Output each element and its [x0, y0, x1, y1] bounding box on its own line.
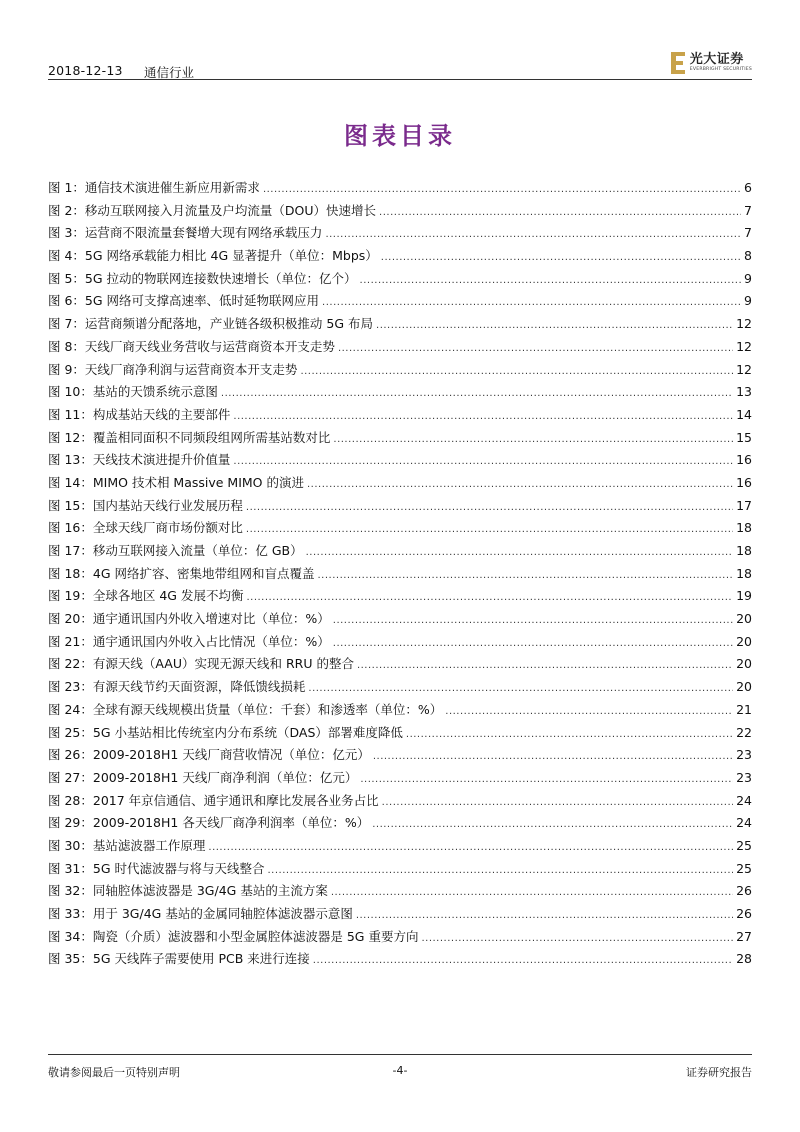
toc-entry[interactable]: [48, 767, 752, 790]
toc-entry-page: 27: [736, 928, 752, 944]
toc-leader-dots: [406, 722, 733, 747]
toc-leader-dots: [325, 222, 741, 247]
toc-entry-page: 20: [736, 656, 752, 672]
toc-leader-dots: [382, 790, 733, 815]
toc-entry-page: 23: [736, 747, 752, 763]
toc-entry-label: 图 33：用于 3G/4G 基站的金属同轴腔体滤波器示意图: [48, 906, 353, 921]
toc-entry-page: 24: [736, 792, 752, 808]
toc-leader-dots: [246, 495, 733, 520]
toc-entry[interactable]: [48, 858, 752, 881]
toc-entry[interactable]: [48, 790, 752, 813]
toc-entry-page: 21: [736, 701, 752, 717]
toc-entry-page: 18: [736, 565, 752, 581]
toc-entry-label: 图 1：通信技术演进催生新应用新需求: [48, 180, 260, 195]
toc-entry-label: 图 22：有源天线（AAU）实现无源天线和 RRU 的整合: [48, 656, 354, 672]
toc-entry-page: 9: [744, 270, 752, 286]
toc-entry-label: 图 8：天线厂商天线业务营收与运营商资本开支走势: [48, 338, 335, 354]
toc-entry-page: 18: [736, 520, 752, 536]
toc-entry[interactable]: [48, 268, 752, 291]
toc-entry[interactable]: [48, 427, 752, 450]
toc-entry-label: 图 12：覆盖相同面积不同频段组网所需基站数对比: [48, 429, 331, 445]
toc-entry[interactable]: [48, 313, 752, 336]
header-rule: [48, 79, 752, 80]
toc-leader-dots: [421, 926, 733, 951]
toc-entry-page: 15: [736, 429, 752, 445]
toc-entry[interactable]: [48, 880, 752, 903]
toc-entry-label: 图 19：全球各地区 4G 发展不均衡: [48, 588, 244, 604]
toc-entry-page: 20: [736, 611, 752, 627]
toc-entry-label: 图 7：运营商频谱分配落地，产业链各级积极推动 5G 布局: [48, 316, 374, 332]
toc-entry-page: 25: [736, 837, 752, 853]
toc-leader-dots: [360, 268, 742, 293]
toc-entry-page: 19: [736, 588, 752, 604]
toc-entry-label: 图 5：5G 拉动的物联网连接数快速增长（单位：亿个）: [48, 270, 357, 286]
toc-entry-label: 图 29：2009-2018H1 各天线厂商净利润率（单位：%）: [48, 815, 370, 831]
industry-label: 通信行业: [144, 65, 195, 80]
toc-entry-page: 18: [736, 543, 752, 558]
toc-entry-page: 26: [736, 906, 752, 921]
toc-entry[interactable]: [48, 336, 752, 359]
page-title: 图表目录: [344, 121, 456, 150]
toc-entry-label: 图 3：运营商不限流量套餐增大现有网络承载压力: [48, 225, 323, 241]
toc-entry[interactable]: [48, 495, 752, 518]
toc-entry-label: 图 13：天线技术演进提升价值量: [48, 452, 231, 468]
toc-entry-label: 图 10：基站的天馈系统示意图: [48, 384, 218, 400]
toc-entry-page: 13: [736, 384, 752, 400]
toc-entry-page: 22: [736, 724, 752, 740]
toc-entry[interactable]: [48, 744, 752, 767]
toc-entry-label: 图 15：国内基站天线行业发展历程: [48, 497, 243, 513]
toc-leader-dots: [263, 177, 741, 202]
toc-entry-page: 16: [736, 474, 752, 490]
toc-entry-label: 图 35：5G 天线阵子需要使用 PCB 来进行连接: [48, 951, 310, 967]
toc-leader-dots: [268, 858, 734, 883]
toc-entry-label: 图 9：天线厂商净利润与运营商资本开支走势: [48, 361, 298, 377]
toc-entry[interactable]: [48, 722, 752, 745]
toc-leader-dots: [246, 585, 733, 610]
toc-entry[interactable]: [48, 404, 752, 427]
toc-entry[interactable]: [48, 926, 752, 949]
footer-disclaimer: 敬请参阅最后一页特别声明: [48, 1066, 180, 1079]
toc-entry-page: 14: [736, 406, 752, 422]
toc-entry[interactable]: [48, 200, 752, 223]
toc-entry[interactable]: [48, 472, 752, 495]
toc-leader-dots: [333, 608, 733, 633]
toc-leader-dots: [356, 903, 733, 928]
logo-chinese-name: 光大证券: [689, 52, 744, 68]
toc-entry-label: 图 2：移动互联网接入月流量及户均流量（DOU）快速增长: [48, 202, 377, 218]
toc-entry-label: 图 27：2009-2018H1 天线厂商净利润（单位：亿元）: [48, 769, 358, 785]
toc-entry[interactable]: [48, 177, 752, 200]
footer-doc-type: 证券研究报告: [686, 1066, 752, 1079]
toc-entry[interactable]: [48, 449, 752, 472]
toc-entry[interactable]: [48, 631, 752, 654]
toc-entry-page: 26: [736, 883, 752, 899]
everbright-logo-icon: [670, 51, 686, 75]
toc-entry[interactable]: [48, 835, 752, 858]
toc-entry[interactable]: [48, 812, 752, 835]
toc-entry[interactable]: [48, 608, 752, 631]
toc-entry-page: 12: [736, 316, 752, 332]
toc-entry[interactable]: [48, 290, 752, 313]
page-footer: [48, 1054, 752, 1079]
toc-leader-dots: [307, 472, 733, 497]
toc-entry-page: 16: [736, 452, 752, 468]
toc-entry[interactable]: [48, 245, 752, 268]
toc-leader-dots: [233, 449, 733, 474]
toc-entry[interactable]: [48, 359, 752, 382]
toc-leader-dots: [322, 290, 741, 315]
toc-entry-label: 图 25：5G 小基站相比传统室内分布系统（DAS）部署难度降低: [48, 724, 403, 740]
toc-entry-page: 9: [744, 293, 752, 309]
toc-leader-dots: [308, 676, 733, 701]
toc-entry-page: 28: [736, 951, 752, 967]
toc-leader-dots: [306, 540, 733, 565]
toc-leader-dots: [373, 744, 733, 769]
toc-entry-label: 图 16：全球天线厂商市场份额对比: [48, 520, 243, 536]
toc-entry-page: 7: [744, 225, 752, 241]
toc-entry-label: 图 20：通宇通讯国内外收入增速对比（单位：%）: [48, 611, 330, 627]
toc-leader-dots: [445, 699, 733, 724]
toc-entry-page: 12: [736, 361, 752, 377]
toc-entry[interactable]: [48, 676, 752, 699]
toc-entry-label: 图 14：MIMO 技术相 Massive MIMO 的演进: [48, 474, 304, 490]
toc-leader-dots: [376, 313, 733, 338]
figure-index: [48, 177, 752, 971]
toc-leader-dots: [318, 563, 734, 588]
toc-entry[interactable]: [48, 517, 752, 540]
toc-entry-page: 20: [736, 679, 752, 695]
toc-entry-page: 24: [736, 815, 752, 831]
toc-leader-dots: [338, 336, 733, 361]
toc-leader-dots: [333, 631, 733, 656]
footer-rule: [48, 1054, 752, 1055]
toc-entry-label: 图 24：全球有源天线规模出货量（单位：千套）和渗透率（单位：%）: [48, 701, 443, 717]
toc-leader-dots: [357, 653, 733, 678]
logo-english-name: EVERBRIGHT SECURITIES: [689, 67, 752, 73]
toc-entry-label: 图 4：5G 网络承载能力相比 4G 显著提升（单位：Mbps）: [48, 248, 378, 264]
everbright-logo: [670, 50, 752, 76]
toc-leader-dots: [208, 835, 733, 860]
toc-entry-page: 8: [744, 248, 752, 264]
toc-leader-dots: [246, 517, 733, 542]
toc-leader-dots: [221, 381, 733, 406]
toc-leader-dots: [313, 948, 733, 973]
toc-entry-page: 17: [736, 497, 752, 513]
toc-leader-dots: [381, 245, 741, 270]
toc-entry[interactable]: [48, 653, 752, 676]
toc-entry-label: 图 11：构成基站天线的主要部件: [48, 406, 231, 422]
toc-entry-page: 25: [736, 860, 752, 876]
toc-entry-label: 图 17：移动互联网接入流量（单位：亿 GB）: [48, 543, 303, 558]
toc-entry-label: 图 32：同轴腔体滤波器是 3G/4G 基站的主流方案: [48, 883, 328, 899]
toc-entry-page: 23: [736, 769, 752, 785]
toc-leader-dots: [331, 880, 733, 905]
toc-entry[interactable]: [48, 585, 752, 608]
toc-entry-label: 图 31：5G 时代滤波器与将与天线整合: [48, 860, 265, 876]
toc-entry-label: 图 34：陶瓷（介质）滤波器和小型金属腔体滤波器是 5G 重要方向: [48, 928, 419, 944]
toc-leader-dots: [300, 359, 733, 384]
toc-entry-label: 图 18：4G 网络扩容、密集地带组网和盲点覆盖: [48, 565, 315, 581]
toc-entry[interactable]: [48, 563, 752, 586]
toc-entry-label: 图 21：通宇通讯国内外收入占比情况（单位：%）: [48, 633, 330, 649]
report-date: 2018-12-13: [48, 63, 123, 78]
toc-entry-label: 图 23：有源天线节约天面资源，降低馈线损耗: [48, 679, 306, 695]
toc-entry-label: 图 26：2009-2018H1 天线厂商营收情况（单位：亿元）: [48, 747, 370, 763]
toc-entry-page: 7: [744, 202, 752, 218]
toc-entry[interactable]: [48, 948, 752, 971]
toc-leader-dots: [333, 427, 733, 452]
toc-entry-label: 图 28：2017 年京信通信、通宇通讯和摩比发展各业务占比: [48, 792, 379, 808]
page-number: -4-: [392, 1064, 408, 1077]
toc-entry-page: 20: [736, 633, 752, 649]
toc-entry[interactable]: [48, 381, 752, 404]
toc-leader-dots: [372, 812, 733, 837]
toc-leader-dots: [233, 404, 733, 429]
toc-entry-page: 12: [736, 338, 752, 354]
toc-entry[interactable]: [48, 540, 752, 563]
page-header: [48, 44, 752, 78]
toc-entry[interactable]: [48, 222, 752, 245]
toc-entry-page: 6: [744, 180, 752, 195]
toc-leader-dots: [379, 200, 741, 225]
toc-entry-label: 图 6：5G 网络可支撑高速率、低时延物联网应用: [48, 293, 320, 309]
toc-entry[interactable]: [48, 699, 752, 722]
toc-leader-dots: [360, 767, 733, 792]
toc-entry-label: 图 30：基站滤波器工作原理: [48, 837, 206, 853]
toc-entry[interactable]: [48, 903, 752, 926]
